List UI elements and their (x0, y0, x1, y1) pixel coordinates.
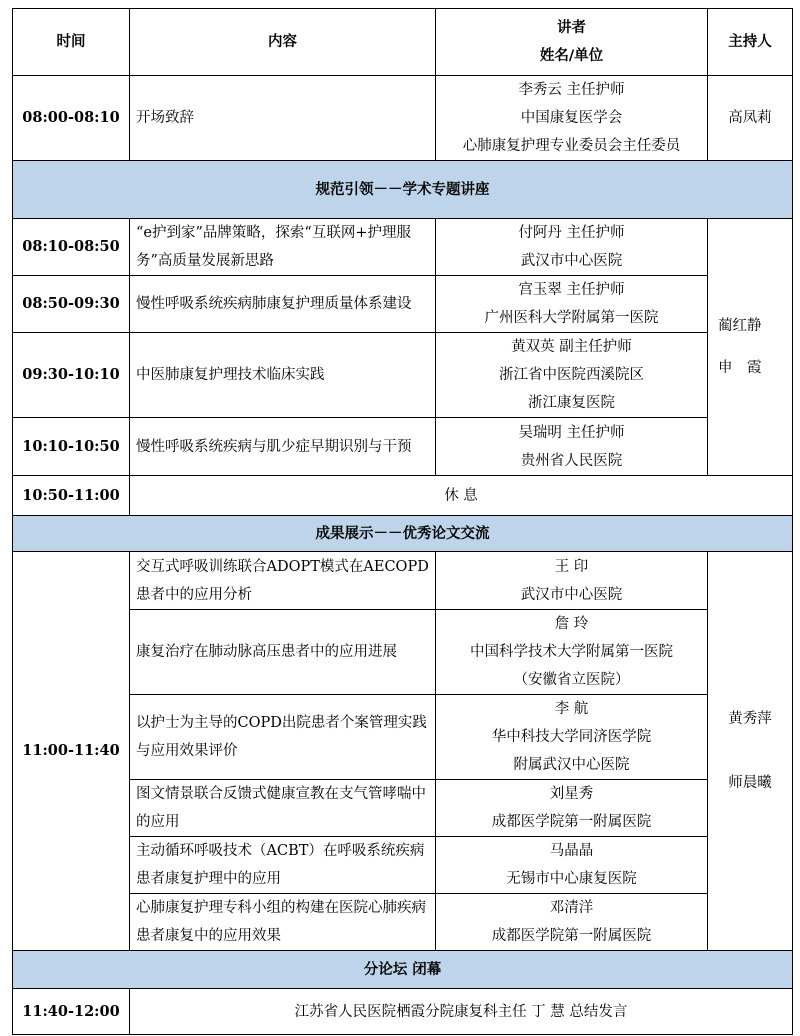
section-row (13, 951, 793, 989)
talk-row (13, 219, 793, 276)
content-cell: 心肺康复护理专科小组的构建在医院心肺疾病患者康复中的应用效果 (130, 894, 436, 951)
paper-row (13, 894, 793, 951)
closing-content: 江苏省人民医院栖霞分院康复科主任 丁 慧 总结发言 (130, 989, 793, 1035)
content-cell: “e护到家”品牌策略，探索“互联网+护理服务”高质量发展新思路 (130, 219, 436, 276)
speaker-line: 中国科学技术大学附属第一医院 (470, 644, 673, 660)
speaker-line: 邓清洋 (549, 900, 594, 916)
time-cell: 11:00-11:40 (13, 552, 130, 951)
time-cell: 10:50-11:00 (13, 476, 130, 516)
speaker-cell (436, 219, 708, 276)
speaker-line: 无锡市中心康复医院 (506, 871, 637, 887)
paper-row (13, 780, 793, 837)
talk-row (13, 418, 793, 476)
content-cell: 中医肺康复护理技术临床实践 (130, 333, 436, 418)
time-cell: 10:10-10:50 (13, 418, 130, 476)
header-row (13, 9, 793, 76)
speaker-line: 吴瑞明 主任护师 (518, 424, 625, 441)
speaker-line: 马晶晶 (549, 843, 594, 859)
host-cell (708, 552, 793, 951)
content-cell: 以护士为主导的COPD出院患者个案管理实践与应用效果评价 (130, 695, 436, 780)
section-row (13, 516, 793, 552)
content-cell: 交互式呼吸训练联合ADOPT模式在AECOPD患者中的应用分析 (130, 552, 436, 610)
section-title: 分论坛 闭幕 (13, 951, 793, 989)
break-label: 休 息 (130, 476, 793, 516)
speaker-line: 李秀云 主任护师 (518, 82, 625, 98)
schedule-table (12, 8, 793, 1035)
speaker-line: 贵州省人民医院 (520, 452, 623, 469)
talk-row (13, 333, 793, 418)
host-name: 师晨曦 (728, 775, 772, 791)
speaker-line: 刘星秀 (549, 786, 594, 802)
speaker-line: 宫玉翠 主任护师 (518, 282, 625, 298)
speaker-line: 武汉市中心医院 (520, 586, 623, 603)
speaker-cell (436, 333, 708, 418)
paper-row (13, 837, 793, 894)
content-cell: 图文情景联合反馈式健康宣教在支气管哮喘中的应用 (130, 780, 436, 837)
speaker-line: 詹 玲 (554, 616, 589, 632)
content-cell: 慢性呼吸系统疾病肺康复护理质量体系建设 (130, 276, 436, 333)
time-cell: 09:30-10:10 (13, 333, 130, 418)
speaker-line: 付阿丹 主任护师 (518, 225, 625, 241)
speaker-cell (436, 894, 708, 951)
speaker-line: 中国康复医学会 (520, 110, 623, 126)
speaker-line: 浙江省中医院西溪院区 (499, 367, 644, 383)
header-speaker (436, 9, 708, 76)
header-content: 内容 (130, 9, 436, 76)
speaker-line: 附属武汉中心医院 (513, 757, 630, 773)
opening-row (13, 76, 793, 161)
header-speaker-line1: 讲者 (557, 20, 586, 36)
speaker-line: 广州医科大学附属第一医院 (484, 310, 659, 326)
time-cell: 08:00-08:10 (13, 76, 130, 161)
host-cell (708, 219, 793, 476)
break-row (13, 476, 793, 516)
speaker-cell (436, 552, 708, 610)
content-cell: 慢性呼吸系统疾病与肌少症早期识别与干预 (130, 418, 436, 476)
speaker-line: 黄双英 副主任护师 (511, 339, 632, 355)
speaker-line: 心肺康复护理专业委员会主任委员 (462, 138, 681, 154)
paper-row (13, 552, 793, 610)
speaker-line: 成都医学院第一附属医院 (491, 928, 652, 944)
speaker-cell (436, 837, 708, 894)
header-host: 主持人 (708, 9, 793, 76)
speaker-cell (436, 610, 708, 695)
host-name: 申 霞 (718, 360, 762, 376)
content-cell: 开场致辞 (130, 76, 436, 161)
speaker-line: 武汉市中心医院 (520, 253, 623, 269)
paper-row (13, 695, 793, 780)
speaker-cell (436, 276, 708, 333)
time-cell: 11:40-12:00 (13, 989, 130, 1035)
section-row (13, 161, 793, 219)
speaker-line: 成都医学院第一附属医院 (491, 814, 652, 830)
speaker-cell (436, 418, 708, 476)
speaker-line: 李 航 (554, 701, 589, 717)
section-title: 成果展示－－优秀论文交流 (13, 516, 793, 552)
time-cell: 08:10-08:50 (13, 219, 130, 276)
speaker-cell (436, 76, 708, 161)
content-cell: 主动循环呼吸技术（ACBT）在呼吸系统疾病患者康复护理中的应用 (130, 837, 436, 894)
talk-row (13, 276, 793, 333)
host-name: 黄秀萍 (728, 711, 772, 727)
time-cell: 08:50-09:30 (13, 276, 130, 333)
header-speaker-line2: 姓名/单位 (539, 48, 604, 64)
content-cell: 康复治疗在肺动脉高压患者中的应用进展 (130, 610, 436, 695)
section-title: 规范引领－－学术专题讲座 (13, 161, 793, 219)
host-name: 蔺红静 (718, 318, 762, 334)
speaker-cell (436, 780, 708, 837)
header-time: 时间 (13, 9, 130, 76)
closing-row (13, 989, 793, 1035)
speaker-cell (436, 695, 708, 780)
paper-row (13, 610, 793, 695)
speaker-line: （安徽省立医院） (513, 672, 630, 688)
speaker-line: 王 印 (554, 558, 589, 575)
host-cell: 高凤莉 (708, 76, 793, 161)
speaker-line: 华中科技大学同济医学院 (491, 729, 652, 745)
speaker-line: 浙江康复医院 (528, 395, 615, 411)
